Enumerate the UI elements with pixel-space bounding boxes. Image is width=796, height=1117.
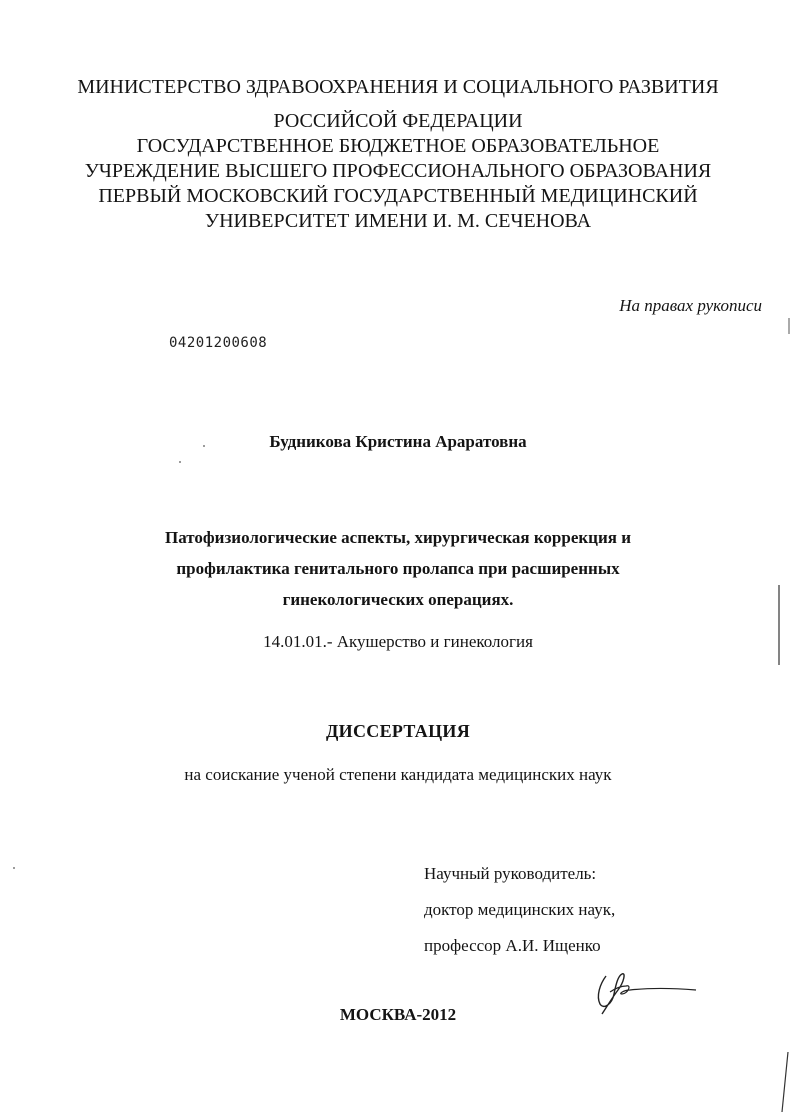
title-line: профилактика генитального пролапса при расширенных	[176, 559, 620, 578]
advisor-name: профессор А.И. Ищенко	[424, 936, 601, 955]
advisor-degree: доктор медицинских наук,	[424, 900, 616, 919]
advisor-label: Научный руководитель:	[424, 864, 597, 883]
university-line: ГОСУДАРСТВЕННОЕ БЮДЖЕТНОЕ ОБРАЗОВАТЕЛЬНОЕ	[136, 135, 660, 157]
city-year: МОСКВА-2012	[339, 1005, 457, 1024]
scan-speck	[176, 458, 184, 466]
scan-edge-mark	[776, 585, 782, 665]
advisor-block	[424, 856, 615, 964]
scan-speck	[10, 864, 18, 872]
title-line: Патофизиологические аспекты, хирургическая коррекция и	[164, 528, 631, 547]
university-line: УНИВЕРСИТЕТ ИМЕНИ И. М. СЕЧЕНОВА	[204, 210, 592, 232]
specialty-code: 14.01.01.- Акушерство и гинекология	[263, 632, 533, 651]
dissertation-title	[0, 522, 796, 615]
university-header	[0, 134, 796, 234]
scan-speck	[200, 442, 208, 450]
author-name: Будникова Кристина Араратовна	[269, 432, 527, 451]
rights-note: На правах рукописи	[619, 296, 762, 315]
university-line: ПЕРВЫЙ МОСКОВСКИЙ ГОСУДАРСТВЕННЫЙ МЕДИЦИНСКИЙ	[98, 185, 698, 207]
document-kind: ДИССЕРТАЦИЯ	[325, 721, 470, 741]
scan-edge-mark	[786, 318, 792, 334]
ministry-line: РОССИЙСОЙ ФЕДЕРАЦИИ	[273, 110, 523, 132]
ministry-header	[0, 70, 796, 138]
scan-edge-mark	[780, 1052, 790, 1112]
degree-line: на соискание ученой степени кандидата медицинских наук	[184, 765, 612, 784]
university-line: УЧРЕЖДЕНИЕ ВЫСШЕГО ПРОФЕССИОНАЛЬНОГО ОБРАЗОВАНИЯ	[84, 160, 712, 182]
registration-code: 04201200608	[169, 335, 268, 351]
title-line: гинекологических операциях.	[282, 590, 514, 609]
ministry-line: МИНИСТЕРСТВО ЗДРАВООХРАНЕНИЯ И СОЦИАЛЬНОГО РАЗВИТИЯ	[77, 76, 719, 98]
